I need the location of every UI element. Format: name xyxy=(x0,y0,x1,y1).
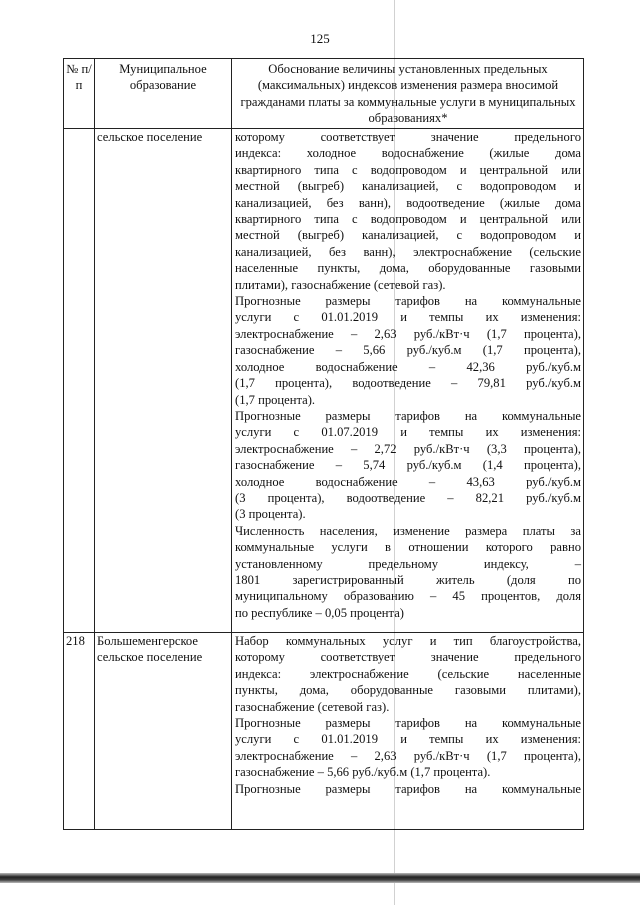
row-justification: Набор коммунальных услуг и тип благоустройства, которому соответствует значение предельного индекса: электроснабжение (сельские населенные пункты, дома, оборудованные газовыми плитами), газоснабжение (сетевой газ). Прогнозные размеры тарифов на коммунальные услуги с 01.01.2019 и темпы их изменения: электроснабжение – 2,63 руб./кВт·ч (1,7 процента), газоснабжение – 5,66 руб./куб.м (1,7 процента). Прогнозные размеры тарифов на коммунальные xyxy=(235,634,581,796)
scan-edge xyxy=(0,873,640,883)
tariff-table xyxy=(63,58,584,830)
header-justification: Обоснование величины установленных предельных (максимальных) индексов изменения размера вносимой гражданами платы за коммунальные услуги в муниципальных образованиях* xyxy=(240,62,576,126)
row-justification: которому соответствует значение предельного индекса: холодное водоснабжение (жилые дома квартирного типа с водопроводом и центральной или местной (выгреб) канализацией, с водопроводом и канализацией, без ванн), водоотведение (жилые дома квартирного типа с водопроводом и центральной или местной (выгреб) канализацией, с водопроводом и канализацией, без ванн), электроснабжение (сельские населенные пункты, дома, оборудованные газовыми плитами), газоснабжение (сетевой газ). Прогнозные размеры тарифов на коммунальные услуги с 01.01.2019 и темпы их изменения: электроснабжение – 2,63 руб./кВт·ч (1,7 процента), газоснабжение – 5,66 руб./куб.м (1,7 процента), холодное водоснабжение – 42,36 руб./куб.м (1,7 процента), водоотведение – 79,81 руб./куб.м (1,7 процента). Прогнозные размеры тарифов на коммунальные услуги с 01.07.2019 и темпы их изменения: электроснабжение – 2,72 руб./кВт·ч (3,3 процента), газоснабжение – 5,74 руб./куб.м (1,4 процента), холодное водоснабжение – 43,63 руб./куб.м (3 процента), водоотведение – 82,21 руб./куб.м (3 процента). Численность населения, изменение размера платы за коммунальные услуги в отношении которого равно установленному предельному индексу, – 1801 зарегистрированный житель (доля по муниципальному образованию – 45 процентов, доля по республике – 0,05 процента) xyxy=(235,130,581,620)
scan-fold-line xyxy=(394,0,395,905)
row-number: 218 xyxy=(66,634,85,648)
row-municipality: сельское поселение xyxy=(97,130,203,144)
header-number: № п/п xyxy=(66,62,92,93)
row-municipality: Большеменгерское сельское поселение xyxy=(97,634,203,665)
header-municipality: Муниципальное образование xyxy=(119,62,207,93)
column-divider xyxy=(231,59,232,829)
column-divider xyxy=(94,59,95,829)
page-number: 125 xyxy=(310,31,330,46)
